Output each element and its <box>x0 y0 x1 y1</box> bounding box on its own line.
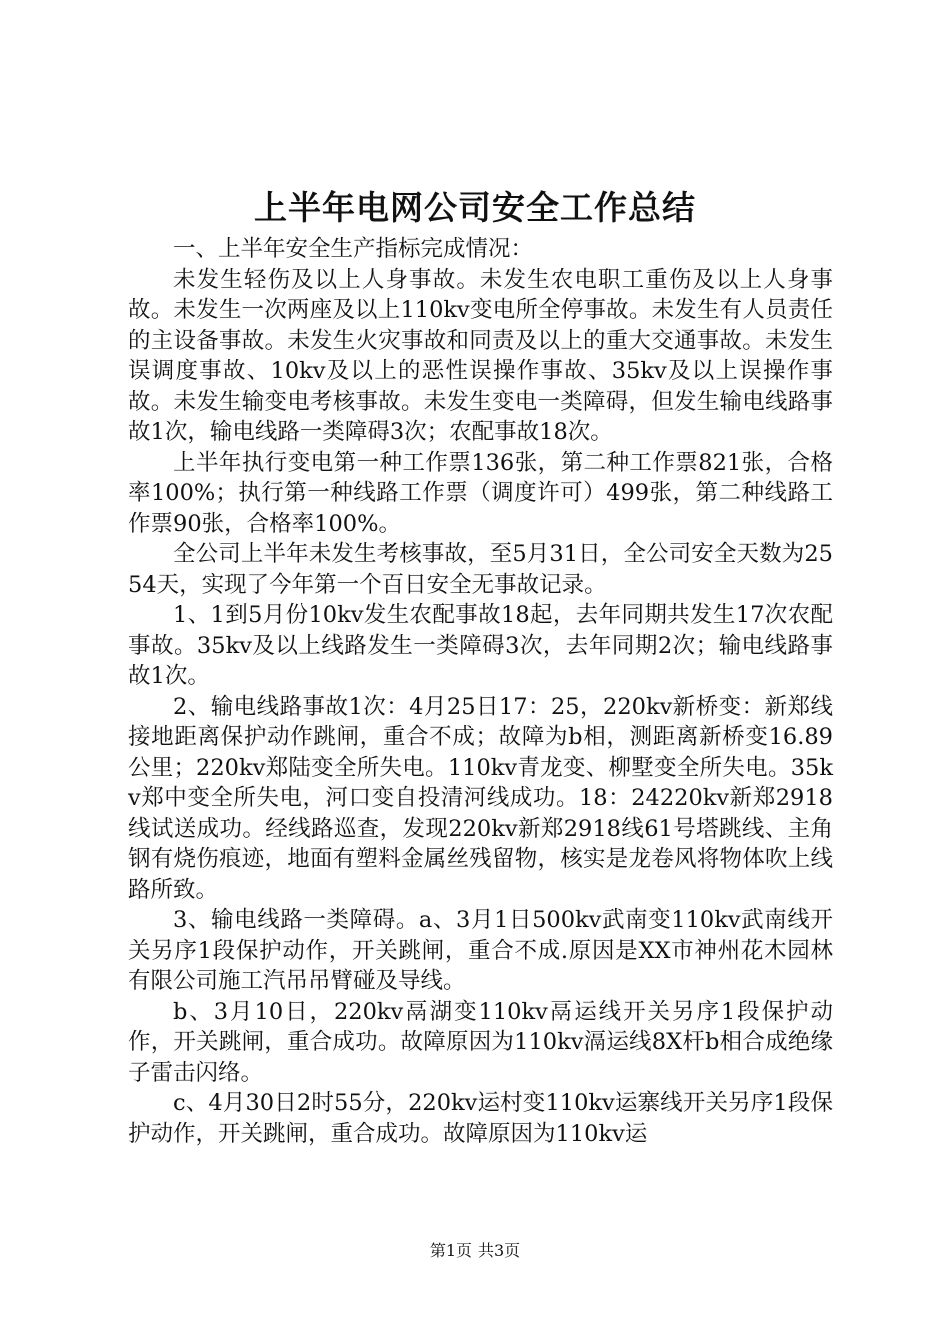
paragraph: b、3月10日，220kv鬲湖变110kv鬲运线开关另序1段保护动作，开关跳闸，重合成功。故障原因为110kv滆运线8X杆b相合成绝缘子雷击闪络。 <box>128 998 833 1086</box>
page-footer <box>0 1240 950 1262</box>
paragraph: 上半年执行变电第一种工作票136张，第二种工作票821张，合格率100%；执行第一种线路工作票（调度许可）499张，第二种线路工作票90张，合格率100%。 <box>128 449 833 537</box>
paragraph: 3、输电线路一类障碍。a、3月1日500kv武南变110kv武南线开关另序1段保护动作，开关跳闸，重合不成.原因是XX市神州花木园林有限公司施工汽吊吊臂碰及导线。 <box>128 907 833 994</box>
paragraph: 未发生轻伤及以上人身事故。未发生农电职工重伤及以上人身事故。未发生一次两座及以上110kv变电所全停事故。未发生有人员责任的主设备事故。未发生火灾事故和同责及以上的重大交通事故。未发生误调度事故、10kv及以上的恶性误操作事故、35kv及以上误操作事故。未发生输变电考核事故。未发生变电一类障碍，但发生输电线路事故1次，输电线路一类障碍3次；农配事故18次。 <box>128 266 833 445</box>
paragraph: 2、输电线路事故1次：4月25日17：25，220kv新桥变：新郑线接地距离保护动作跳闸，重合不成；故障为b相，测距离新桥变16.89公里；220kv郑陆变全所失电。110kv青龙变、柳墅变全所失电。35kv郑中变全所失电，河口变自投清河线成功。18：24220kv新郑2918线试送成功。经线路巡查，发现220kv新郑2918线61号塔跳线、主角钢有烧伤痕迹，地面有塑料金属丝残留物，核实是龙卷风将物体吹上线路所致。 <box>128 693 833 903</box>
paragraph: 1、1到5月份10kv发生农配事故18起，去年同期共发生17次农配事故。35kv及以上线路发生一类障碍3次，去年同期2次；输电线路事故1次。 <box>128 602 833 689</box>
page-total: 共3页 <box>478 1241 521 1260</box>
paragraph: 全公司上半年未发生考核事故，至5月31日，全公司安全天数为2554天，实现了今年第一个百日安全无事故记录。 <box>128 541 833 598</box>
paragraph: c、4月30日2时55分，220kv运村变110kv运寨线开关另序1段保护动作，开关跳闸，重合成功。故障原因为110kv运 <box>128 1090 833 1147</box>
section-heading: 一、上半年安全生产指标完成情况： <box>173 236 534 262</box>
page-number: 第1页 <box>429 1241 472 1260</box>
document-title: 上半年电网公司安全工作总结 <box>254 188 696 227</box>
document-body <box>128 234 833 1149</box>
